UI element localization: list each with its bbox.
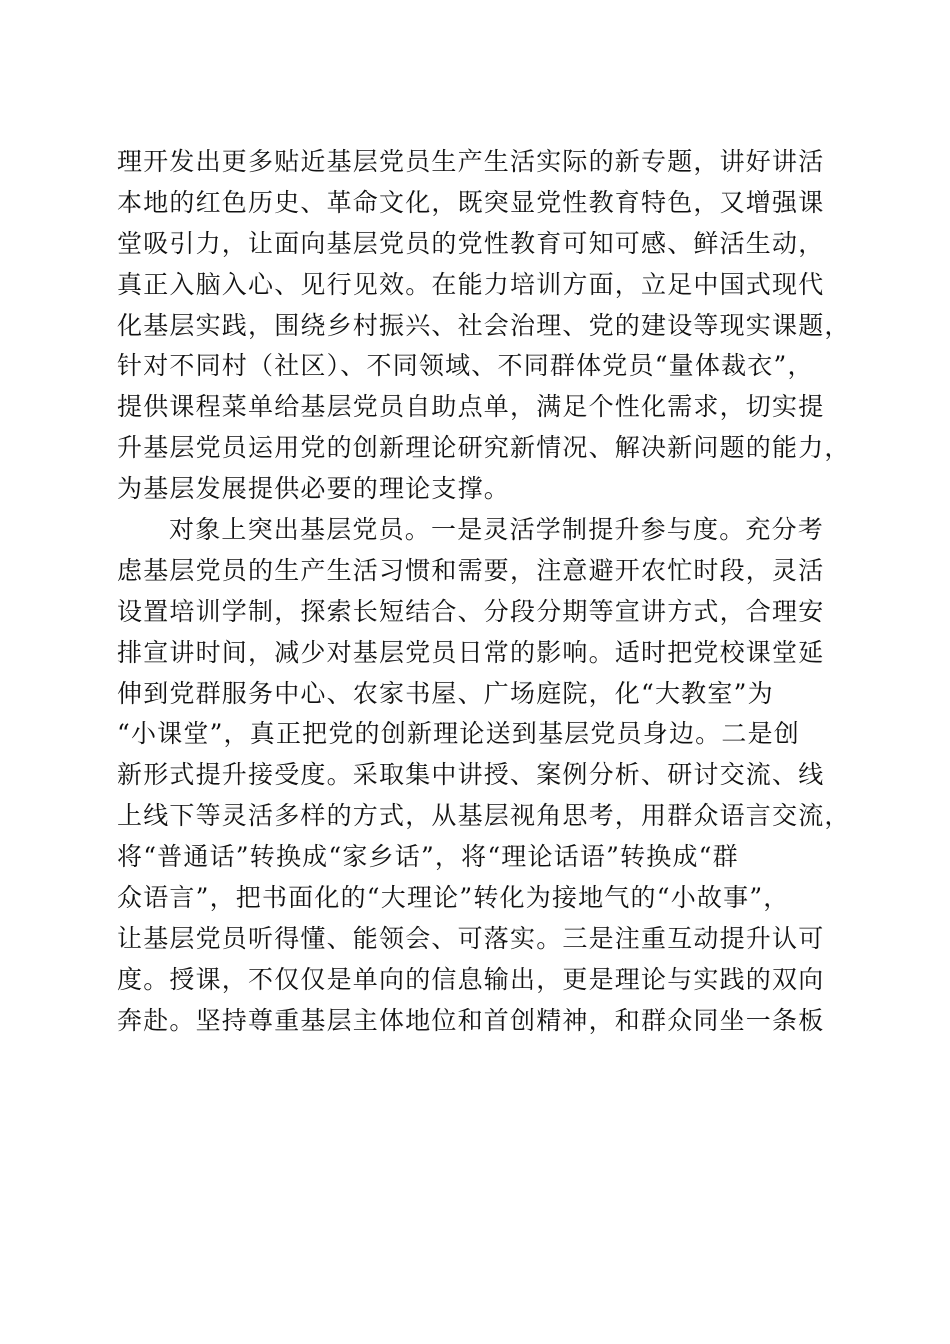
- text-line: 将“普通话”转换成“家乡话”，将“理论话语”转换成“群: [117, 842, 739, 872]
- text-line: 伸到党群服务中心、农家书屋、广场庭院，化“大教室”为: [117, 678, 774, 708]
- text-line: 排宣讲时间，减少对基层党员日常的影响。适时把党校课堂延: [117, 637, 825, 667]
- text-line: 提供课程菜单给基层党员自助点单，满足个性化需求，切实提: [117, 392, 825, 422]
- text-line: 让基层党员听得懂、能领会、可落实。三是注重互动提升认可: [117, 923, 825, 953]
- text-line: 理开发出更多贴近基层党员生产生活实际的新专题，讲好讲活: [117, 147, 825, 176]
- text-line: 虑基层党员的生产生活习惯和需要，注意避开农忙时段，灵活: [117, 555, 825, 585]
- text-line: 堂吸引力，让面向基层党员的党性教育可知可感、鲜活生动，: [117, 228, 825, 258]
- text-line: 针对不同村（社区）、不同领域、不同群体党员“量体裁衣”，: [117, 351, 814, 381]
- text-line: 奔赴。坚持尊重基层主体地位和首创精神，和群众同坐一条板: [117, 1005, 825, 1035]
- document-body: [117, 142, 851, 1042]
- paragraph-first-line: 对象上突出基层党员。一是灵活学制提升参与度。充分考: [169, 515, 825, 545]
- text-line: 新形式提升接受度。采取集中讲授、案例分析、研讨交流、线: [117, 760, 825, 790]
- text-line: 升基层党员运用党的创新理论研究新情况、解决新问题的能力，: [117, 433, 851, 463]
- text-line: “小课堂”，真正把党的创新理论送到基层党员身边。二是创: [117, 719, 800, 749]
- text-line: 为基层发展提供必要的理论支撑。: [117, 474, 511, 504]
- text-line: 上线下等灵活多样的方式，从基层视角思考，用群众语言交流，: [117, 801, 851, 831]
- text-line: 化基层实践，围绕乡村振兴、社会治理、党的建设等现实课题，: [117, 310, 851, 340]
- text-line: 真正入脑入心、见行见效。在能力培训方面，立足中国式现代: [117, 269, 825, 299]
- text-line: 本地的红色历史、革命文化，既突显党性教育特色，又增强课: [117, 187, 825, 217]
- text-line: 设置培训学制，探索长短结合、分段分期等宣讲方式，合理安: [117, 596, 825, 626]
- text-line: 度。授课，不仅仅是单向的信息输出，更是理论与实践的双向: [117, 964, 825, 994]
- text-line: 众语言”，把书面化的“大理论”转化为接地气的“小故事”，: [117, 883, 790, 913]
